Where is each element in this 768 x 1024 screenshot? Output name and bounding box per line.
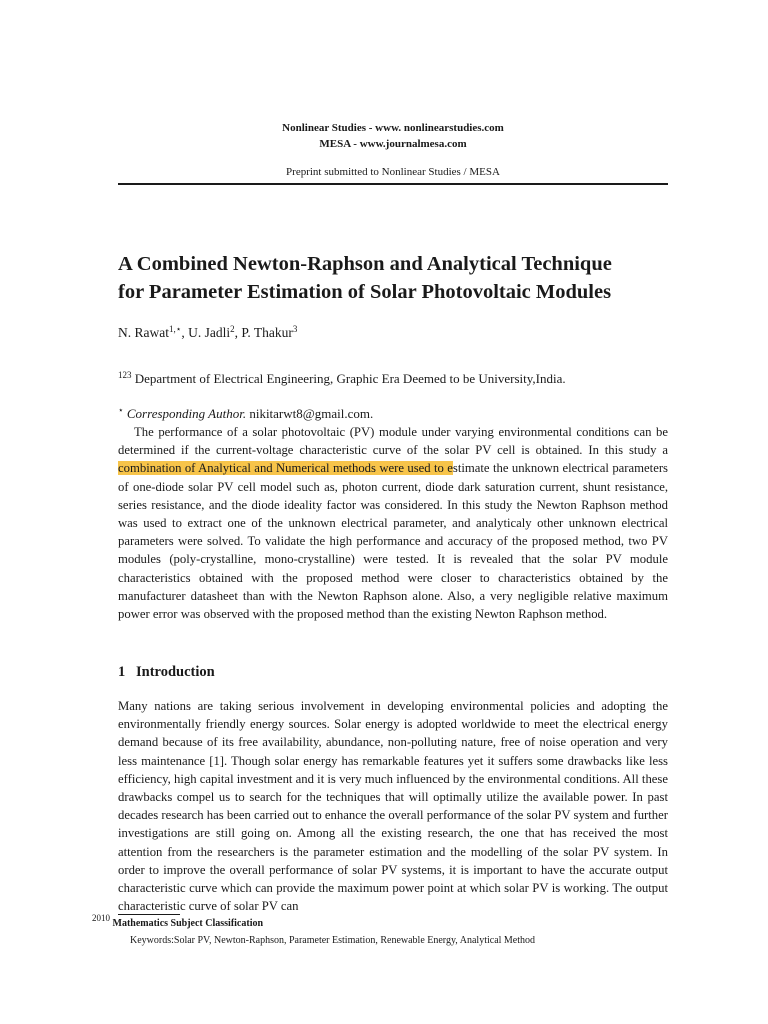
corresponding-label: Corresponding Author. [123, 406, 247, 421]
header-rule [118, 183, 668, 185]
section-number: 1 [118, 664, 126, 680]
affiliation-sup: 123 [118, 370, 132, 380]
msc-footnote [92, 913, 264, 929]
msc-year: 2010 [92, 913, 110, 923]
author-2: , U. Jadli [181, 325, 231, 340]
journal-header [118, 120, 668, 152]
title-line-1: A Combined Newton-Raphson and Analytical Technique [118, 253, 612, 275]
affiliation-text: Department of Electrical Engineering, Graphic Era Deemed to be University,India. [131, 371, 566, 386]
abstract-text-end: stimate the unknown electrical parameters of one-diode solar PV cell model such as, photon current, diode dark saturation current, shunt resistance, series resistance, and the diode ideality factor was considered. In this study the Newton Raphson method was used to extract one of the unknown electrical parameter, and analyticaly other unknown electrical parameters were solved. To validate the high performance and accuracy of the proposed method, two PV modules (poly-crystalline, mono-crystalline) were tested. It is revealed that the solar PV module characteristics obtained with the proposed method were closer to characteristics obtained by the manufacturer datasheet than with the Newton Raphson alone. Also, a very negligible relative maximum power error was observed with the proposed method than the existing Newton Raphson method. [118, 461, 668, 622]
section-heading-introduction [118, 664, 215, 681]
highlighted-text[interactable]: combination of Analytical and Numerical methods were used to e [118, 461, 453, 476]
author-1: N. Rawat [118, 325, 169, 340]
journal-line-1: Nonlinear Studies - www. nonlinearstudies.com [282, 122, 504, 134]
corresponding-email: nikitarwt8@gmail.com. [246, 406, 374, 421]
author-2-sup: 2 [230, 324, 235, 334]
author-3-sup: 3 [292, 324, 298, 334]
author-1-sup: 1,⋆ [169, 324, 182, 334]
keywords-footnote: Keywords:Solar PV, Newton-Raphson, Parameter Estimation, Renewable Energy, Analytical Method [130, 935, 536, 946]
journal-line-2: MESA - www.journalmesa.com [319, 138, 467, 150]
preprint-note: Preprint submitted to Nonlinear Studies / MESA [286, 166, 500, 178]
paper-title [118, 250, 668, 306]
abstract-text-start: The performance of a solar photovoltaic (PV) module under varying environmental conditions can be determined if the current-voltage characteristic curve of the solar PV cell is obtained. In this study a [118, 425, 668, 458]
affiliation [118, 371, 566, 387]
introduction-paragraph: Many nations are taking serious involvement in developing environmental policies and adopting the environmentally friendly energy sources. Solar energy is adopted worldwide to meet the electrical energy demand because of its free availability, abundance, non-polluting nature, free of noise operation and very less maintenance [1]. Though solar energy has remarkable features yet it suffers some drawbacks like less efficiency, high capital investment and it is very much influenced by the environmental conditions. All these drawbacks compel us to search for the techniques that will optimally utilize the available power. In past decades research has been carried out to enhance the overall performance of the solar PV system and further investigations are still going on. Among all the existing research, the one that has received the most attention from the researchers is the parameter estimation and the modelling of the solar PV system. In order to improve the overall performance of solar PV systems, it is important to have the accurate output characteristic curve which can provide the maximum power point at which solar PV is working. The output characteristic curve of solar PV can [118, 699, 668, 914]
title-line-2: for Parameter Estimation of Solar Photovoltaic Modules [118, 281, 612, 303]
abstract-paragraph [118, 423, 668, 623]
paper-page [92, 0, 668, 1024]
footnote-rule [118, 914, 180, 915]
author-3: , P. Thakur [234, 325, 293, 340]
corresponding-star: ⋆ [118, 405, 124, 415]
msc-label: Mathematics Subject Classification [110, 918, 264, 929]
section-title: Introduction [136, 664, 215, 680]
corresponding-author [118, 406, 373, 422]
author-list [118, 325, 297, 341]
